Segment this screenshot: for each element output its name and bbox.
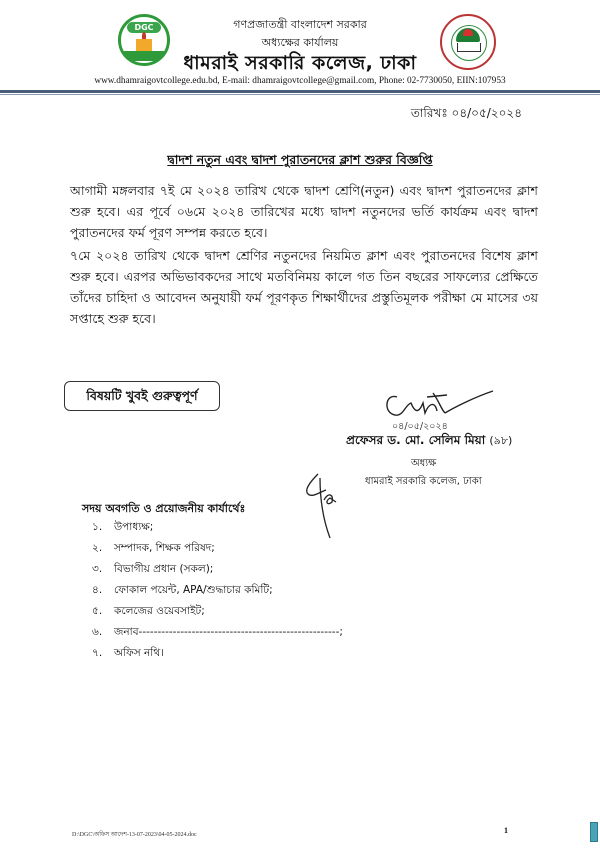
- header-divider: [0, 90, 600, 93]
- item-number: ৩.: [92, 563, 103, 575]
- item-text: বিভাগীয় প্রধান (সকল);: [114, 563, 214, 575]
- signer-college: ধামরাই সরকারি কলেজ, ঢাকা: [365, 476, 482, 487]
- notice-subject: [0, 152, 600, 172]
- page-number: 1: [504, 826, 508, 835]
- contact-line: www.dhamraigovtcollege.edu.bd, E-mail: dhamraigovtcollege@gmail.com, Phone: 02-7730050, EIIN:107953: [94, 76, 506, 86]
- item-text: কলেজের ওয়েবসাইট;: [114, 605, 205, 617]
- distribution-item: [92, 625, 343, 642]
- distribution-item: [92, 562, 213, 579]
- scroll-marker[interactable]: [590, 822, 598, 842]
- item-number: ৬.: [92, 626, 103, 638]
- distribution-item: [92, 583, 273, 600]
- body-paragraph: আগামী মঙ্গলবার ৭ই মে ২০২৪ তারিখ থেকে দ্বাদশ শ্রেণি(নতুন) এবং দ্বাদশ পুরাতনদের ক্লাশ শুরু হবে। এর পূর্বে ০৬মে ২০২৪ তারিখের মধ্যে দ্বাদশ নতুনদের ভর্তি কার্যক্রম এবং দ্বাদশ পুরাতনদের ফর্ম পূরণ সম্পন্ন করতে হবে।: [70, 183, 538, 240]
- signer-designation: অধ্যক্ষ: [411, 458, 437, 469]
- signer-serial: (৯৮): [489, 434, 513, 447]
- item-text: ফোকাল পয়েন্ট, APA/শুদ্ধাচার কমিটি;: [114, 584, 273, 596]
- office-title: অধ্যক্ষের কার্যালয়: [261, 36, 339, 49]
- signer-name-text: প্রফেসর ড. মো. সেলিম মিয়া: [346, 433, 486, 447]
- item-text: সম্পাদক, শিক্ষক পরিষদ;: [114, 542, 215, 554]
- government-title: গণপ্রজাতন্ত্রী বাংলাদেশ সরকার: [233, 18, 367, 31]
- subject-text: দ্বাদশ নতুন এবং দ্বাদশ পুরাতনদের ক্লাশ শুরুর বিজ্ঞপ্তি: [167, 152, 433, 167]
- footer-file-path: D:\DGC\অফিস আদেশ-13-07-2023\04-05-2024.doc: [72, 832, 197, 838]
- item-number: ৪.: [92, 584, 103, 596]
- item-text: জনাব-----------------------------------------------------;: [114, 626, 343, 638]
- item-number: ২.: [92, 542, 103, 554]
- distribution-item: [92, 520, 153, 537]
- distribution-item: [92, 646, 164, 663]
- item-number: ৭.: [92, 647, 103, 659]
- distribution-title: সদয় অবগতি ও প্রয়োজনীয় কার্যার্থেঃ: [82, 502, 246, 515]
- item-text: অফিস নথি।: [114, 647, 164, 659]
- initial-mark: [296, 472, 346, 540]
- important-notice-box: বিষয়টি খুবই গুরুত্বপূর্ণ: [64, 381, 220, 411]
- body-paragraph: ৭মে ২০২৪ তারিখ থেকে দ্বাদশ শ্রেণির নতুনদের নিয়মিত ক্লাশ এবং পুরাতনদের বিশেষ ক্লাশ শুরু হবে। এরপর অভিভাবকদের সাথে মতবিনিময় কালে গত তিন বছরের সাফল্যের প্রেক্ষিতে তাঁদের চাহিদা ও আবেদন অনুযায়ী ফর্ম পূরণকৃত শিক্ষার্থীদের প্রস্তুতিমূলক পরীক্ষা মে মাসের ৩য় সপ্তাহে শুরু হবে।: [70, 248, 538, 326]
- item-text: উপাধ্যক্ষ;: [114, 521, 154, 533]
- item-number: ৫.: [92, 605, 103, 617]
- logo-dgc-text: DGC: [127, 22, 161, 33]
- item-number: ১.: [92, 521, 103, 533]
- signature-date: ০৪/০৫/২০২৪: [392, 421, 448, 432]
- header-divider-thin: [0, 94, 600, 95]
- distribution-item: [92, 541, 215, 558]
- notice-date: তারিখঃ ০৪/০৫/২০২৪: [410, 106, 522, 120]
- principal-signature: [375, 383, 495, 423]
- college-name: ধামরাই সরকারি কলেজ, ঢাকা: [183, 52, 417, 74]
- signer-name: [346, 432, 512, 452]
- distribution-item: [92, 604, 205, 621]
